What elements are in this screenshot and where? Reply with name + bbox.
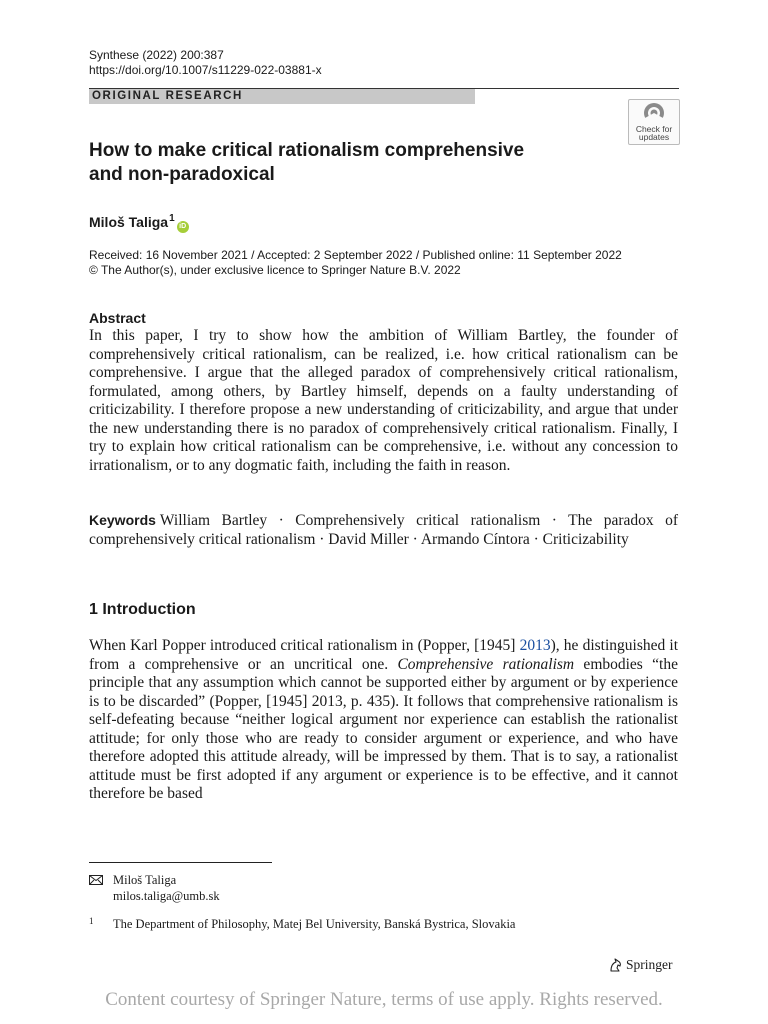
rights-watermark: Content courtesy of Springer Nature, terms of use apply. Rights reserved. — [105, 989, 663, 1010]
title-line-1: How to make critical rationalism comprehensive — [89, 140, 525, 161]
journal-header — [89, 48, 322, 78]
check-updates-line1: Check for — [635, 124, 673, 134]
keywords-text: William Bartley · Comprehensively critical rationalism · The paradox of comprehensively critical rationalism · David Miller · Armando Cíntora · Criticizability — [89, 512, 678, 548]
orcid-icon[interactable]: iD — [177, 221, 189, 233]
check-updates-line2: updates — [638, 132, 670, 142]
crossmark-icon — [643, 102, 665, 124]
abstract-heading: Abstract — [89, 310, 146, 326]
introduction-paragraph — [89, 637, 678, 804]
article-title — [89, 139, 589, 187]
intro-emphasis: Comprehensive rationalism — [397, 655, 575, 673]
citation-link-2013[interactable]: 2013 — [519, 637, 551, 654]
publication-dates — [89, 248, 622, 278]
author-affiliation-mark: 1 — [169, 213, 175, 224]
author-name[interactable]: Miloš Taliga — [89, 214, 169, 230]
abstract-text: In this paper, I try to show how the ambition of William Bartley, the founder of comprehensively critical rationalism, can be realized, i.e. how critical rationalism can be comprehensive. I argue that the alleged paradox of comprehensively critical rationalism, formulated, among others, by Bartley himself, depends on a faulty understanding of criticizability. I therefore propose a new understanding of criticizability, and argue that under the new understanding there is no paradox of comprehensively critical rationalism. Finally, I try to explain how critical rationalism can be comprehensive, i.e. without any concession to irrationalism, or to any dogmatic faith, including the faith in reason. — [89, 327, 678, 474]
affiliation-number: 1 — [89, 916, 94, 926]
intro-text-3: embodies “the principle that any assumption which cannot be supported either by argument or by experience is to be discarded” (Popper, [1945] 2013, p. 435). It follows that comprehensive rationalism is self-defeating because “neither logical argument nor experience can establish the rationalist attitude; for only those who are ready to consider argument or experience, and who have therefore adopted this attitude already, will be impressed by them. That is to say, a rationalist attitude must be first adopted if any argument or experience is to be effective, and it cannot therefore be based — [89, 655, 678, 802]
footnote-rule — [89, 862, 272, 863]
corresponding-author-name: Miloš Taliga — [113, 873, 177, 887]
keywords-label: Keywords — [89, 512, 156, 528]
copyright-line: © The Author(s), under exclusive licence to Springer Nature B.V. 2022 — [89, 263, 461, 277]
corresponding-author-email[interactable]: milos.taliga@umb.sk — [113, 889, 220, 903]
article-type-band — [89, 89, 475, 104]
affiliation-text: The Department of Philosophy, Matej Bel University, Banská Bystrica, Slovakia — [113, 917, 516, 931]
intro-text-1: When Karl Popper introduced critical rationalism in (Popper, [1945] — [89, 637, 520, 654]
check-for-updates-badge[interactable] — [628, 99, 680, 145]
title-line-2: and non-paradoxical — [89, 164, 275, 185]
doi-link[interactable]: https://doi.org/10.1007/s11229-022-03881-x — [89, 63, 322, 77]
article-type: ORIGINAL RESEARCH — [92, 90, 243, 102]
intro-text-2: ), he distinguished it from a comprehensive or an uncritical one. — [89, 637, 678, 673]
keywords — [89, 511, 678, 549]
publisher-name: Springer — [626, 957, 673, 972]
history-dates: Received: 16 November 2021 / Accepted: 2 September 2022 / Published online: 11 September 2022 — [89, 248, 622, 262]
author-line — [89, 210, 189, 233]
springer-horse-icon — [608, 957, 624, 973]
section-heading-introduction: 1 Introduction — [89, 601, 196, 618]
envelope-icon — [89, 875, 103, 885]
journal-citation: Synthese (2022) 200:387 — [89, 48, 224, 62]
